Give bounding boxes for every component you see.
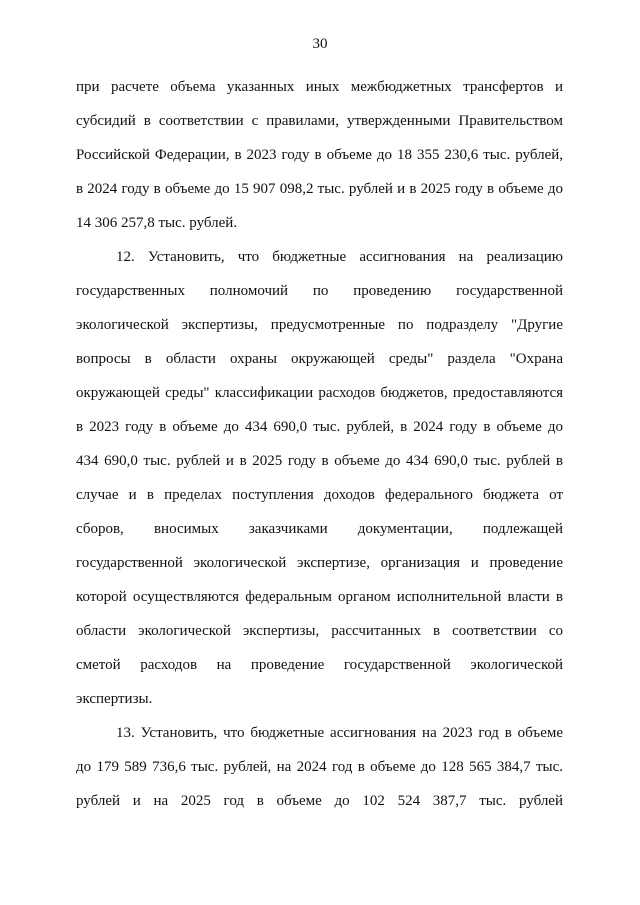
- text-line: государственной экологической экспертизе, организация и проведение: [76, 555, 563, 571]
- paragraph-12-first-line: 12. Установить, что бюджетные ассигнования на реализацию: [116, 249, 563, 265]
- paragraph-13-first-line: 13. Установить, что бюджетные ассигнования на 2023 год в объеме: [116, 725, 563, 741]
- text-line: 14 306 257,8 тыс. рублей.: [76, 215, 238, 231]
- text-line: в 2023 году в объеме до 434 690,0 тыс. рублей, в 2024 году в объеме до: [76, 419, 563, 435]
- text-line: сборов, вносимых заказчиками документации, подлежащей: [76, 521, 563, 537]
- text-line: которой осуществляются федеральным органом исполнительной власти в: [76, 589, 563, 605]
- text-line: области экологической экспертизы, рассчитанных в соответствии со: [76, 623, 563, 639]
- text-line: до 179 589 736,6 тыс. рублей, на 2024 год в объеме до 128 565 384,7 тыс.: [76, 759, 563, 775]
- text-line: сметой расходов на проведение государственной экологической: [76, 657, 563, 673]
- text-line: в 2024 году в объеме до 15 907 098,2 тыс. рублей и в 2025 году в объеме до: [76, 181, 563, 197]
- text-line: окружающей среды" классификации расходов бюджетов, предоставляются: [76, 385, 563, 401]
- text-line: рублей и на 2025 год в объеме до 102 524 387,7 тыс. рублей: [76, 793, 563, 809]
- text-line: Российской Федерации, в 2023 году в объеме до 18 355 230,6 тыс. рублей,: [76, 147, 563, 163]
- text-line: государственных полномочий по проведению государственной: [76, 283, 563, 299]
- text-line: 434 690,0 тыс. рублей и в 2025 году в объеме до 434 690,0 тыс. рублей в: [76, 453, 563, 469]
- text-line: случае и в пределах поступления доходов федерального бюджета от: [76, 487, 563, 503]
- text-line: при расчете объема указанных иных межбюджетных трансфертов и: [76, 79, 563, 95]
- text-line: субсидий в соответствии с правилами, утвержденными Правительством: [76, 113, 563, 129]
- body-text: [76, 70, 563, 818]
- text-line: вопросы в области охраны окружающей среды" раздела "Охрана: [76, 351, 563, 367]
- text-line: экспертизы.: [76, 691, 153, 707]
- text-line: экологической экспертизы, предусмотренные по подразделу "Другие: [76, 317, 563, 333]
- page-number: 30: [312, 36, 328, 52]
